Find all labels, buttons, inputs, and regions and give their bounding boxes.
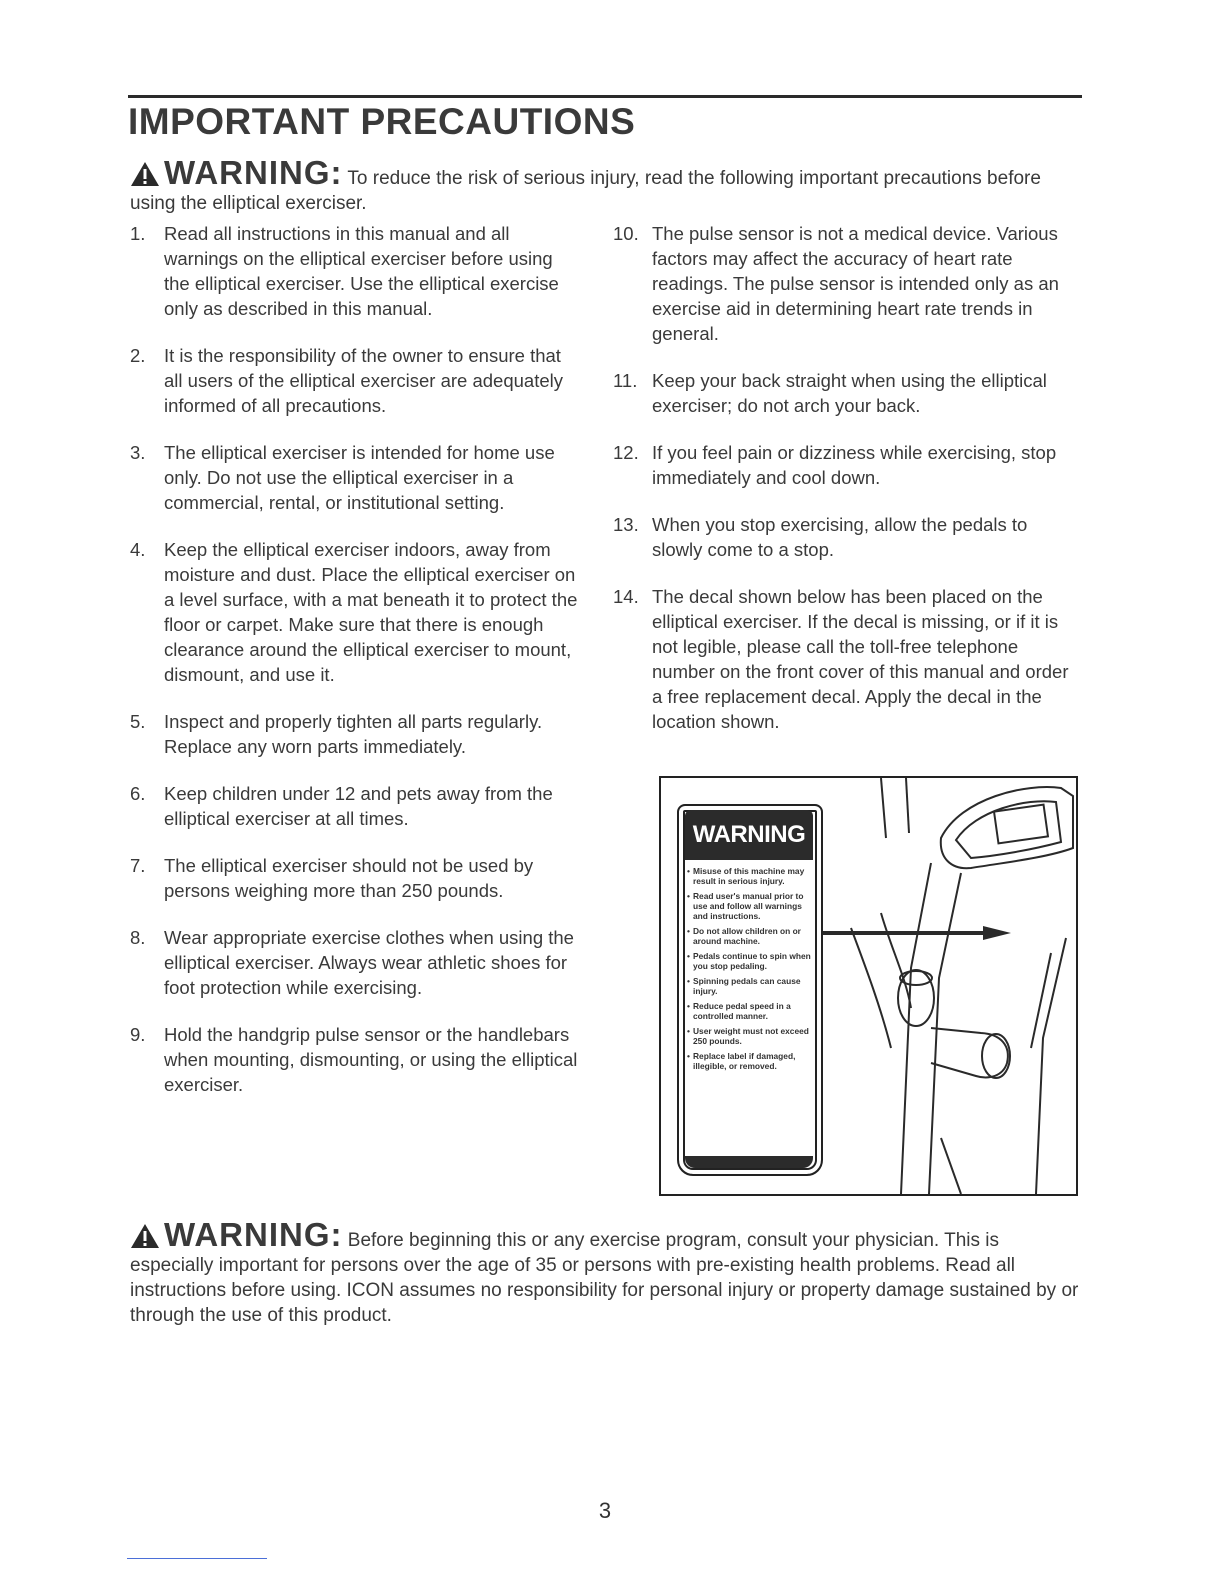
decal-item: • Misuse of this machine may result in serious injury.	[688, 866, 812, 886]
decal-item: • Reduce pedal speed in a controlled manner.	[688, 1001, 812, 1021]
precautions-left-column	[130, 221, 580, 1119]
list-item	[130, 709, 580, 759]
item-number: 13.	[613, 514, 639, 535]
item-number: 12.	[613, 442, 639, 463]
item-text: The elliptical exerciser is intended for home use only. Do not use the elliptical exerciser in a commercial, rental, or institutional setting.	[164, 442, 555, 513]
item-text: Inspect and properly tighten all parts regularly. Replace any worn parts immediately.	[164, 711, 543, 757]
item-number: 1.	[130, 223, 146, 244]
arrow-icon	[821, 926, 1011, 940]
item-number: 10.	[613, 223, 639, 244]
list-item	[613, 512, 1072, 562]
item-text: Read all instructions in this manual and all warnings on the elliptical exerciser before using the elliptical exerciser. Use the elliptical exercise only as described in this manual.	[164, 223, 559, 319]
item-text: Keep the elliptical exerciser indoors, away from moisture and dust. Place the elliptical exerciser on a level surface, with a mat beneath it to protect the floor or carpet. Make sure that there is enough clearance around the elliptical exerciser to mount, dismount, and use it.	[164, 539, 578, 685]
list-item	[130, 925, 580, 1000]
warning-triangle-icon	[130, 1223, 160, 1249]
item-text: Hold the handgrip pulse sensor or the handlebars when mounting, dismounting, or using the elliptical exerciser.	[164, 1024, 578, 1095]
item-text: It is the responsibility of the owner to ensure that all users of the elliptical exerciser are adequately informed of all precautions.	[164, 345, 563, 416]
item-number: 11.	[613, 370, 638, 391]
item-text: If you feel pain or dizziness while exercising, stop immediately and cool down.	[652, 442, 1057, 488]
decal-location-figure	[659, 776, 1078, 1196]
decal-item: • User weight must not exceed 250 pounds.	[688, 1026, 812, 1046]
item-text: Keep children under 12 and pets away from the elliptical exerciser at all times.	[164, 783, 553, 829]
item-number: 3.	[130, 442, 146, 463]
physician-warning-block	[130, 1216, 1080, 1328]
decal-item: • Read user's manual prior to use and follow all warnings and instructions.	[688, 891, 812, 921]
warning-intro-text: To reduce the risk of serious injury, read the following important precautions before using the elliptical exerciser.	[130, 168, 1041, 214]
decal-heading: WARNING	[685, 810, 813, 860]
list-item	[613, 584, 1072, 734]
item-number: 8.	[130, 927, 146, 948]
list-item	[613, 221, 1072, 346]
list-item	[130, 221, 580, 321]
list-item	[130, 440, 580, 515]
decal-item: • Replace label if damaged, illegible, or removed.	[688, 1051, 812, 1071]
precautions-right-column	[613, 221, 1072, 756]
decal-item: • Pedals continue to spin when you stop pedaling.	[688, 951, 812, 971]
decal-item: • Do not allow children on or around machine.	[688, 926, 812, 946]
item-text: Keep your back straight when using the elliptical exerciser; do not arch your back.	[652, 370, 1047, 416]
item-number: 6.	[130, 783, 146, 804]
list-item	[130, 853, 580, 903]
elliptical-console-illustration	[811, 778, 1076, 1194]
top-rule	[128, 95, 1082, 98]
item-text: The pulse sensor is not a medical device. Various factors may affect the accuracy of heart rate readings. The pulse sensor is intended only as an exercise aid in determining heart rate trends in general.	[652, 223, 1059, 344]
list-item	[613, 368, 1072, 418]
warning-word: WARNING:	[164, 1216, 343, 1253]
decal-warning-list	[688, 866, 812, 1076]
item-text: The decal shown below has been placed on the elliptical exerciser. If the decal is missing, or if it is not legible, please call the toll-free telephone number on the front cover of this manual and order a free replacement decal. Apply the decal in the location shown.	[652, 586, 1069, 732]
item-number: 9.	[130, 1024, 146, 1045]
decal-bottom-bar	[685, 1156, 813, 1168]
item-number: 4.	[130, 539, 146, 560]
item-text: Wear appropriate exercise clothes when using the elliptical exerciser. Always wear athletic shoes for foot protection while exercising.	[164, 927, 574, 998]
page-title: IMPORTANT PRECAUTIONS	[128, 101, 636, 142]
list-item	[130, 1022, 580, 1097]
list-item	[130, 537, 580, 687]
footer-rule	[127, 1558, 267, 1559]
page-number: 3	[598, 1498, 612, 1523]
item-number: 2.	[130, 345, 146, 366]
item-text: When you stop exercising, allow the pedals to slowly come to a stop.	[652, 514, 1028, 560]
warning-triangle-icon	[130, 161, 160, 187]
physician-warning-text: Before beginning this or any exercise program, consult your physician. This is especially important for persons over the age of 35 or persons with pre-existing health problems. Read all instructions before using. ICON assumes no responsibility for personal injury or property damage sustained by or through the use of this product.	[130, 1230, 1079, 1326]
item-number: 14.	[613, 586, 639, 607]
warning-decal	[677, 804, 823, 1176]
warning-intro-block	[130, 154, 1080, 216]
warning-word: WARNING:	[164, 154, 343, 191]
item-number: 5.	[130, 711, 146, 732]
item-text: The elliptical exerciser should not be used by persons weighing more than 250 pounds.	[164, 855, 534, 901]
decal-item: • Spinning pedals can cause injury.	[688, 976, 812, 996]
list-item	[130, 343, 580, 418]
list-item	[613, 440, 1072, 490]
item-number: 7.	[130, 855, 146, 876]
list-item	[130, 781, 580, 831]
